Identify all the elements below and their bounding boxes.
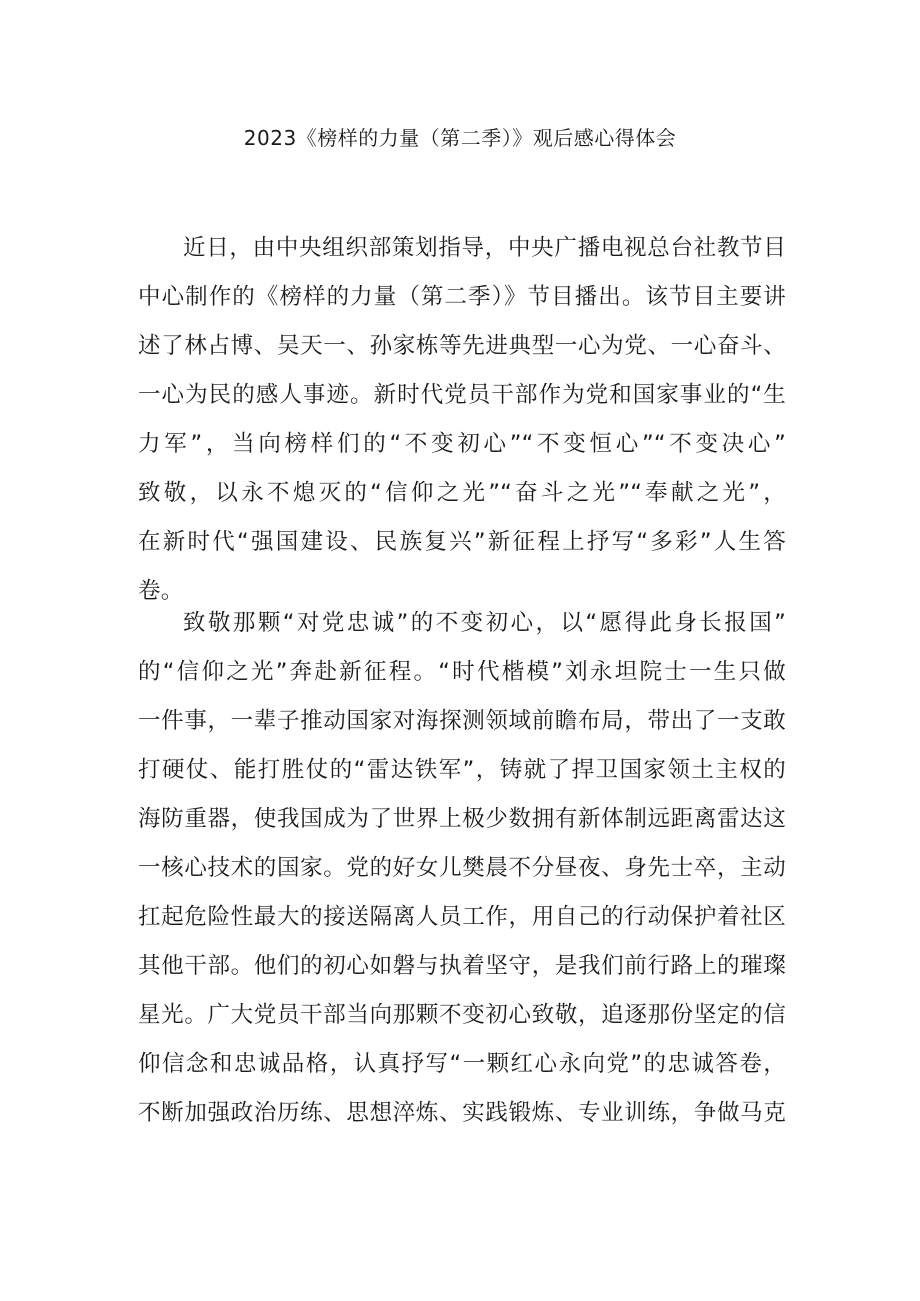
- document-title: 2023《榜样的力量（第二季）》观后感心得体会: [243, 126, 677, 150]
- paragraph-line: 一件事，一辈子推动国家对海探测领域前瞻布局，带出了一支敢: [138, 708, 786, 734]
- paragraph-line: 不断加强政治历练、思想淬炼、实践锻炼、专业训练，争做马克: [138, 1100, 786, 1126]
- paragraph-line: 的“信仰之光”奔赴新征程。“时代楷模”刘永坦院士一生只做: [138, 659, 786, 685]
- paragraph-line: 打硬仗、能打胜仗的“雷达铁军”，铸就了捍卫国家领土主权的: [138, 757, 786, 783]
- paragraph-line: 星光。广大党员干部当向那颗不变初心致敬，追逐那份坚定的信: [138, 1002, 786, 1028]
- paragraph-line: 述了林占博、吴天一、孙家栋等先进典型一心为党、一心奋斗、: [138, 333, 786, 359]
- paragraph-line: 近日，由中央组织部策划指导，中央广播电视总台社教节目: [183, 235, 786, 261]
- paragraph-line: 海防重器，使我国成为了世界上极少数拥有新体制远距离雷达这: [138, 806, 786, 832]
- paragraph-line: 卷。: [138, 578, 184, 604]
- paragraph-1: [138, 224, 786, 616]
- paragraph-line: 力军”，当向榜样们的“不变初心”“不变恒心”“不变决心”: [138, 431, 786, 457]
- paragraph-line: 一核心技术的国家。党的好女儿樊晨不分昼夜、身先士卒，主动: [138, 855, 786, 881]
- paragraph-line: 仰信念和忠诚品格，认真抒写“一颗红心永向党”的忠诚答卷，: [138, 1051, 786, 1077]
- paragraph-line: 致敬那颗“对党忠诚”的不变初心，以“愿得此身长报国”: [183, 610, 786, 636]
- paragraph-2: [138, 599, 786, 1138]
- paragraph-line: 其他干部。他们的初心如磐与执着坚守，是我们前行路上的璀璨: [138, 953, 786, 979]
- paragraph-line: 一心为民的感人事迹。新时代党员干部作为党和国家事业的“生: [138, 382, 786, 408]
- paragraph-line: 在新时代“强国建设、民族复兴”新征程上抒写“多彩”人生答: [138, 529, 786, 555]
- paragraph-line: 扛起危险性最大的接送隔离人员工作，用自己的行动保护着社区: [138, 904, 786, 930]
- paragraph-line: 致敬，以永不熄灭的“信仰之光”“奋斗之光”“奉献之光”，: [138, 480, 786, 506]
- paragraph-line: 中心制作的《榜样的力量（第二季）》节目播出。该节目主要讲: [138, 284, 786, 310]
